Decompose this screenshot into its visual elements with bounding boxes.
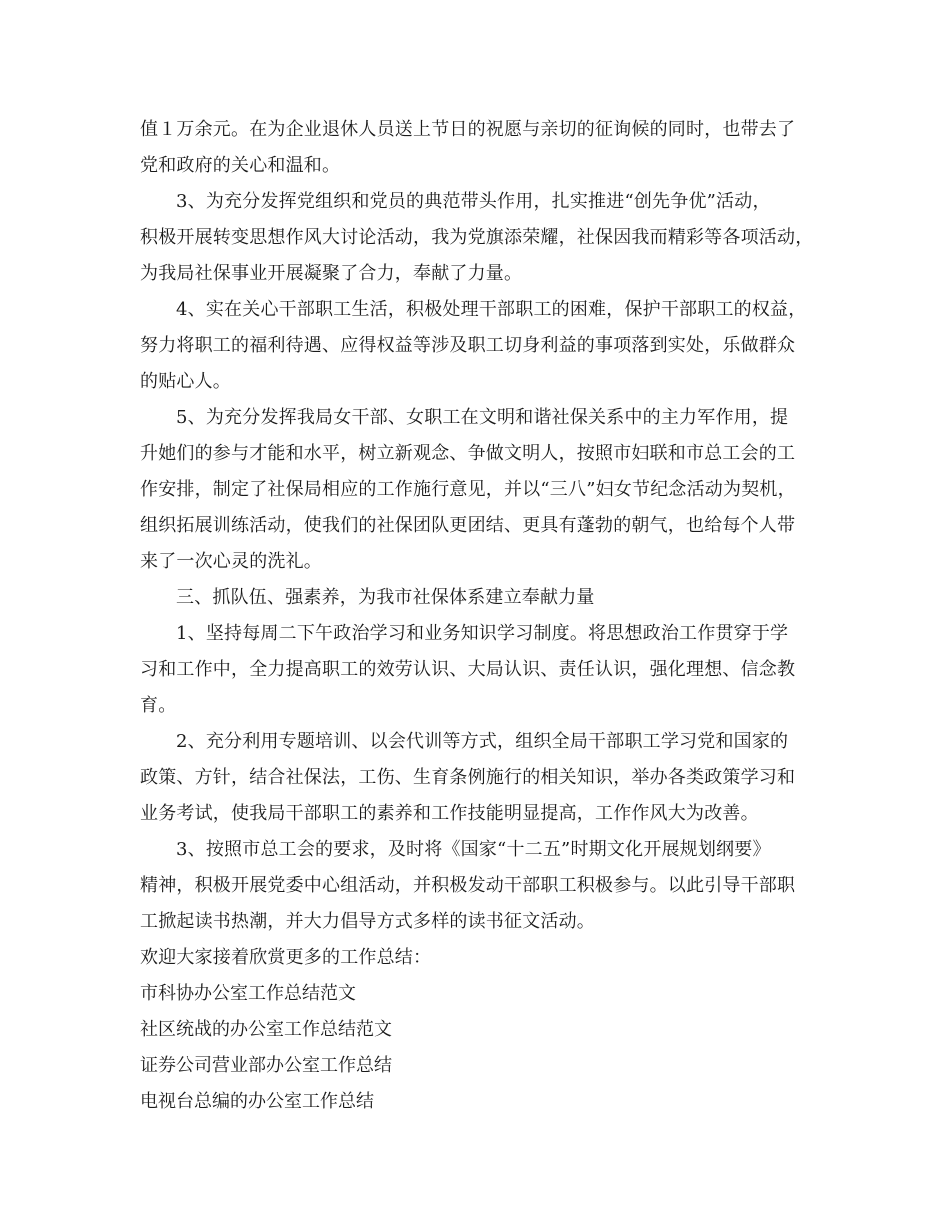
text-line: 精神，积极开展党委中心组活动，并积极发动干部职工积极参与。以此引导干部职 — [140, 875, 796, 896]
text-line: 育。 — [140, 695, 177, 716]
related-links-list — [140, 976, 820, 1120]
text-line: 努力将职工的福利待遇、应得权益等涉及职工切身利益的事项落到实处，乐做群众 — [140, 335, 796, 356]
document-body — [140, 112, 820, 1120]
text-line: 工掀起读书热潮，并大力倡导方式多样的读书征文活动。 — [140, 911, 595, 932]
section-heading — [140, 580, 820, 616]
text-line: 升她们的参与才能和水平，树立新观念、争做文明人，按照市妇联和市总工会的工 — [140, 443, 796, 464]
text-line: 积极开展转变思想作风大讨论活动，我为党旗添荣耀，社保因我而精彩等各项活动， — [140, 227, 814, 248]
paragraph-item-4 — [140, 292, 820, 400]
text-line: 4、实在关心干部职工生活，积极处理干部职工的困难，保护干部职工的权益， — [176, 299, 807, 320]
paragraph — [140, 112, 820, 184]
related-link[interactable]: 证券公司营业部办公室工作总结 — [140, 1055, 392, 1076]
text-line: 作安排，制定了社保局相应的工作施行意见，并以“三八”妇女节纪念活动为契机， — [140, 479, 796, 500]
related-link[interactable]: 社区统战的办公室工作总结范文 — [140, 1019, 392, 1040]
paragraph-item-3b — [140, 832, 820, 940]
paragraph-item-2 — [140, 724, 820, 832]
text-line: 3、为充分发挥党组织和党员的典范带头作用，扎实推进“创先争优”活动， — [176, 191, 771, 212]
related-link[interactable]: 市科协办公室工作总结范文 — [140, 983, 356, 1004]
paragraph-item-1 — [140, 616, 820, 724]
text-line: 3、按照市总工会的要求，及时将《国家“十二五”时期文化开展规划纲要》 — [176, 839, 771, 860]
section-heading-text: 三、抓队伍、强素养，为我市社保体系建立奉献力量 — [176, 587, 595, 608]
related-link[interactable]: 电视台总编的办公室工作总结 — [140, 1091, 374, 1112]
text-line: 的贴心人。 — [140, 371, 231, 392]
text-line: 党和政府的关心和温和。 — [140, 155, 341, 176]
text-line: 为我局社保事业开展凝聚了合力，奉献了力量。 — [140, 263, 523, 284]
text-line: 业务考试，使我局干部职工的素养和工作技能明显提高，工作作风大为改善。 — [140, 803, 759, 824]
more-summaries-intro: 欢迎大家接着欣赏更多的工作总结： — [140, 947, 432, 968]
text-line: 1、坚持每周二下午政治学习和业务知识学习制度。将思想政治工作贯穿于学 — [176, 623, 789, 644]
paragraph-item-5 — [140, 400, 820, 580]
text-line: 组织拓展训练活动，使我们的社保团队更团结、更具有蓬勃的朝气，也给每个人带 — [140, 515, 796, 536]
text-line: 2、充分利用专题培训、以会代训等方式，组织全局干部职工学习党和国家的 — [176, 731, 789, 752]
text-line: 来了一次心灵的洗礼。 — [140, 551, 322, 572]
text-line: 政策、方针，结合社保法，工伤、生育条例施行的相关知识，举办各类政策学习和 — [140, 767, 796, 788]
paragraph-item-3 — [140, 184, 820, 292]
text-line: 习和工作中，全力提高职工的效劳认识、大局认识、责任认识，强化理想、信念教 — [140, 659, 796, 680]
text-line: 5、为充分发挥我局女干部、女职工在文明和谐社保关系中的主力军作用，提 — [176, 407, 789, 428]
text-line: 值１万余元。在为企业退休人员送上节日的祝愿与亲切的征询候的同时，也带去了 — [140, 119, 796, 140]
